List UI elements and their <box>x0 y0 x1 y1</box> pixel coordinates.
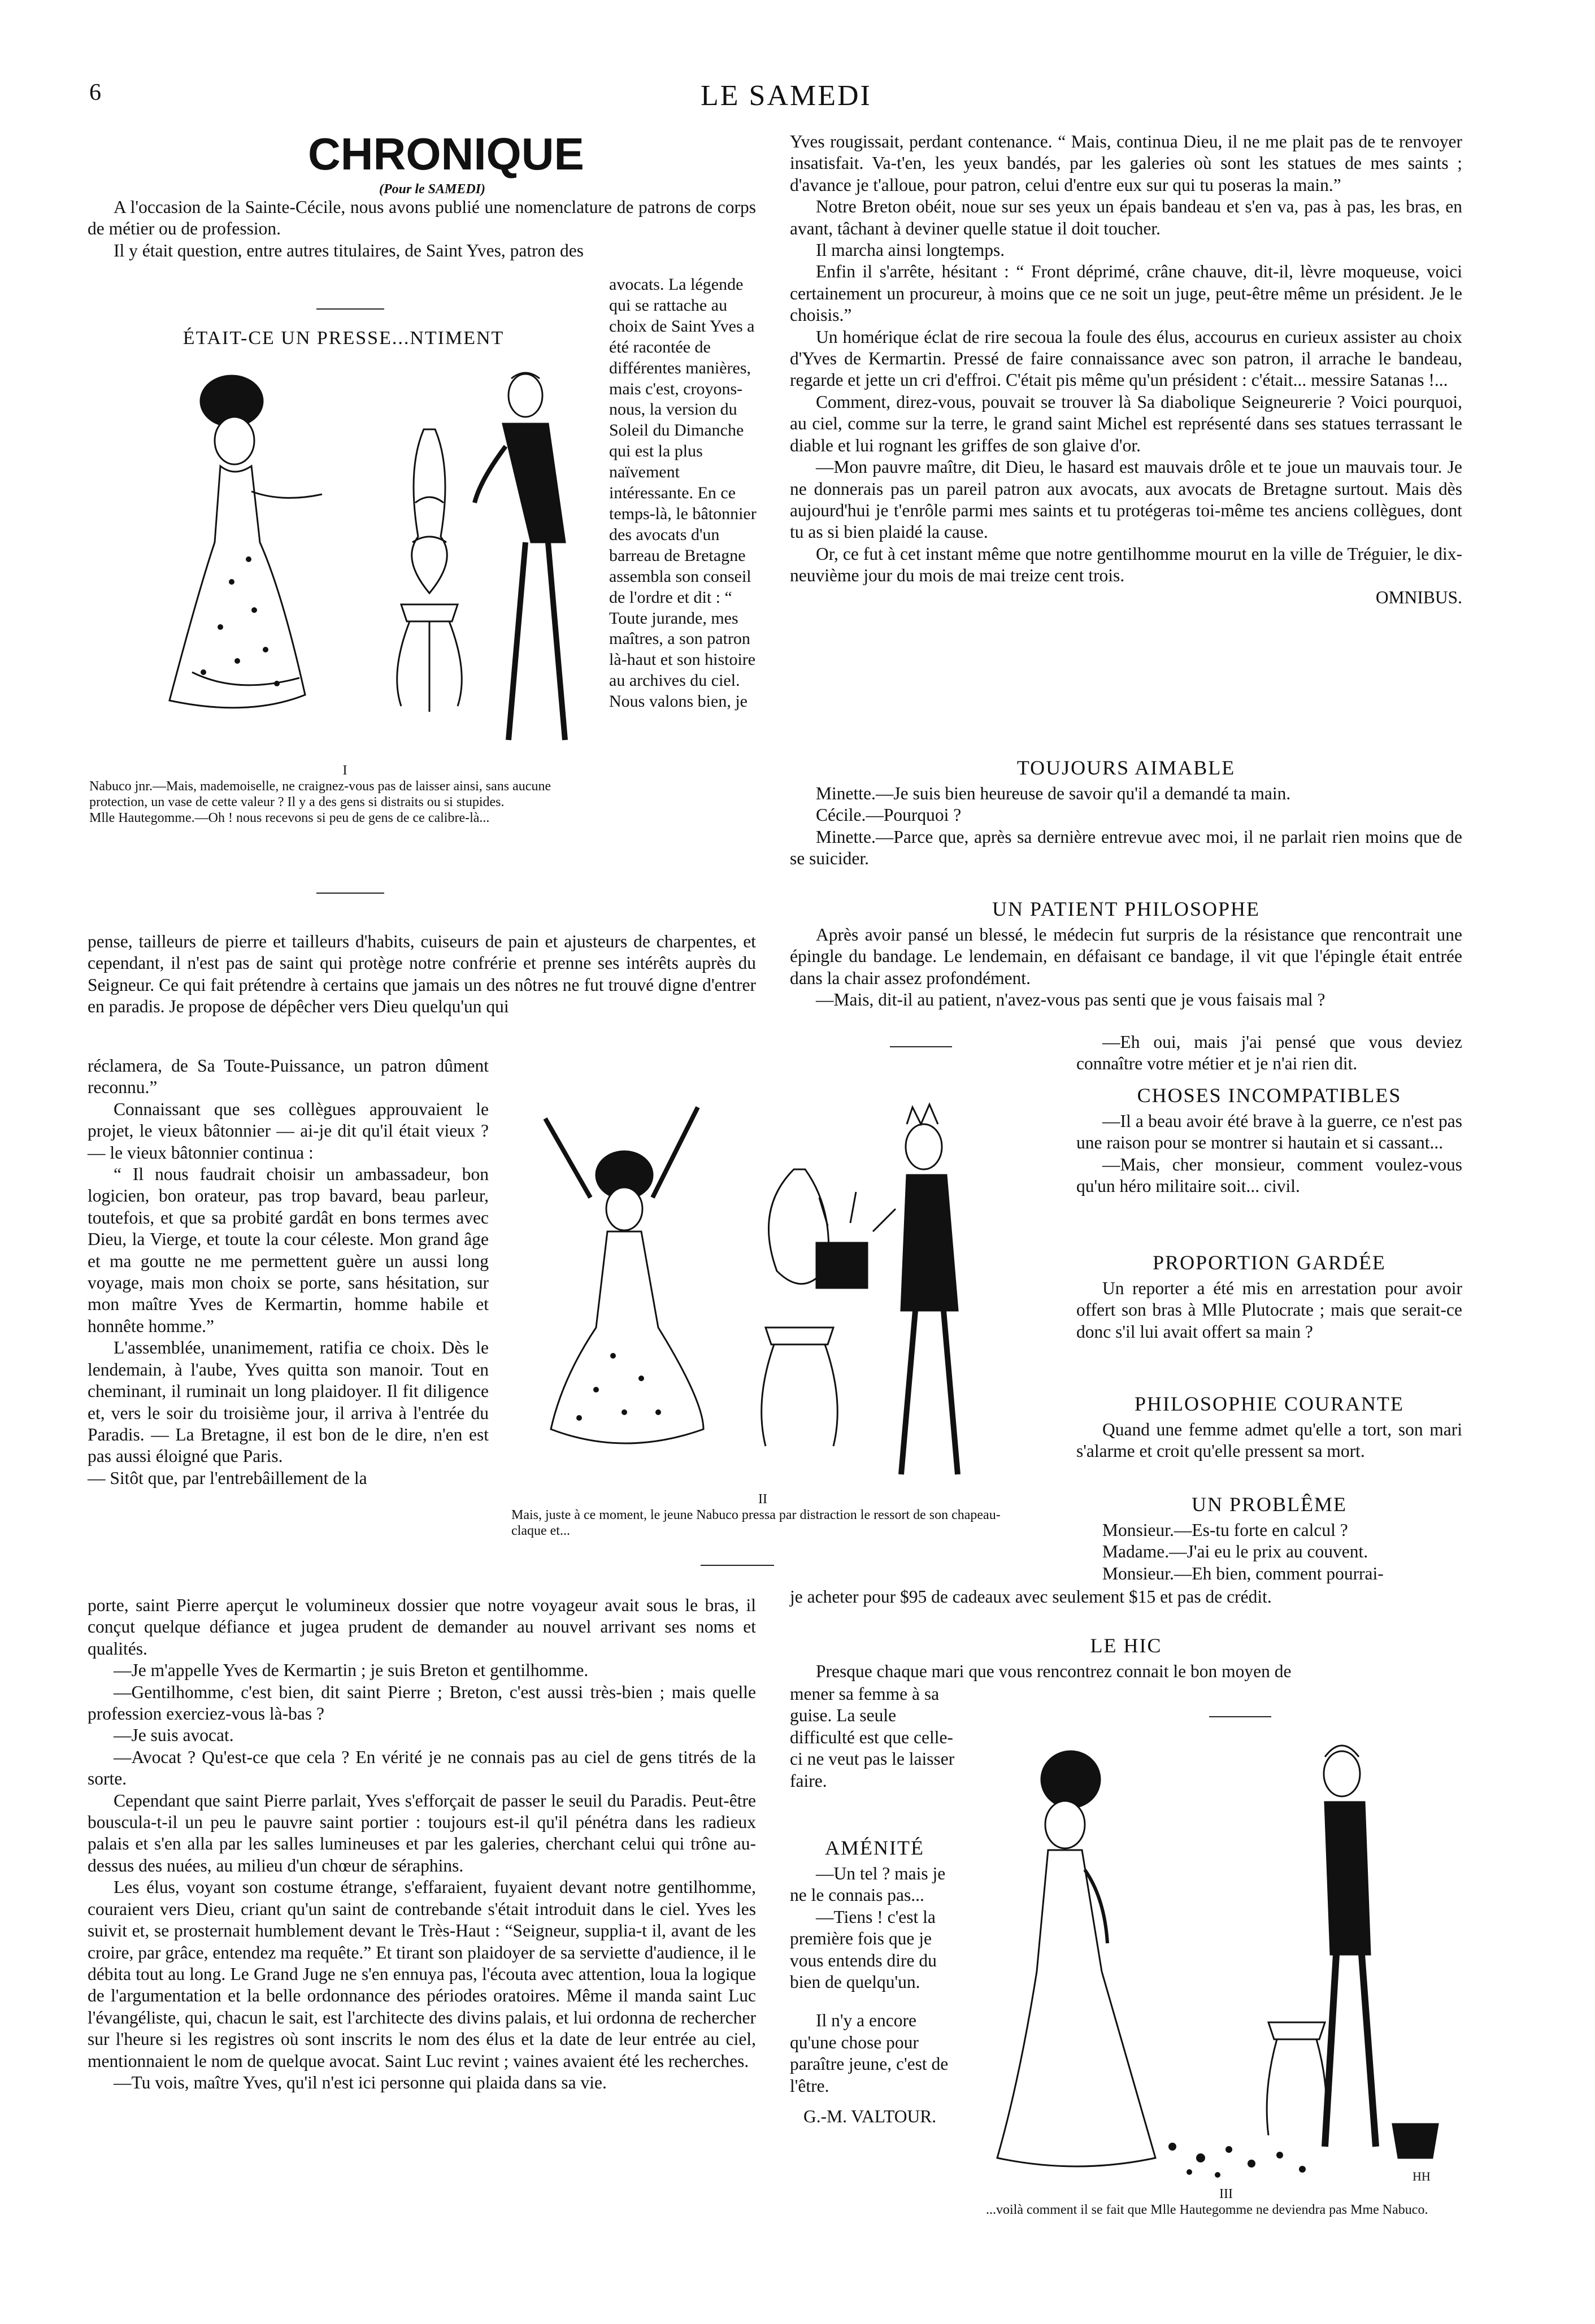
wide-text: Les élus, voyant son costume étrange, s'effaraient, fuyaient devant notre gentilhomme, couraient vers Dieu, criant qu'un saint de contrebande s'était introduit dans le ciel. Yves les suivit et, se prosternait humblement devant le Très-Haut : “Seigneur, supplia-t il, avant de les croire, par grâce, entendez ma requête.” Et tirant son plaidoyer de sa serviette d'audience, il le débita tout au long. Le Grand Juge ne s'en ennuya pas, l'écouta avec attention, loua la logique de l'argumentation et la belle ordonnance des périodes oratoires. Même il manda saint Luc l'évangéliste, qui, chacun le sait, est l'architecte des divins palais, et lui ordonna de rechercher sur l'heure si les registres où sont inscrits le nom des élus et la date de leur entrée au ciel, mentionnaient le nom de quelque avocat. Saint Luc revint ; vaines avaient été les recherches. <box>88 1877 756 2071</box>
wide-text: Cependant que saint Pierre parlait, Yves s'efforçait de passer le seuil du Paradis. Peut-être bouscula-t-il un peu le pauvre saint portier : toujours est-il qu'il pénétra dans les radieux palais et s'en alla par les salles lumineuses et par les galeries, cherchant celui qui trône au-dessus des nuées, au milieu d'un chœur de séraphins. <box>88 1790 756 1875</box>
caption-line: Nabuco jnr.—Mais, mademoiselle, ne craignez-vous pas de laisser ainsi, sans aucune protection, un vase de cette valeur ? Il y a des gens si distraits ou si stupides. <box>89 779 551 810</box>
section-title-amenite: AMÉNITÉ <box>825 1836 924 1859</box>
mid-text: réclamera, de Sa Toute-Puissance, un patron dûment reconnu.” <box>88 1056 489 1098</box>
intro-paragraph: A l'occasion de la Sainte-Cécile, nous avons publié une nomenclature de patrons de corps de métier ou de profession. <box>88 197 756 239</box>
section-title-choses: CHOSES INCOMPATIBLES <box>1137 1084 1402 1107</box>
chronique-subtitle: (Pour le SAMEDI) <box>379 182 486 197</box>
chronique-narrow-column <box>609 275 757 712</box>
caption-line: Mais, juste à ce moment, le jeune Nabuco pressa par distraction le ressort de son chapeau-claque et... <box>511 1508 1001 1538</box>
right-text: —Mon pauvre maître, dit Dieu, le hasard est mauvais drôle et te joue un mauvais tour. Je ne donnerais pas un pareil patron aux avocats, aux avocats de Bretagne surtout. Mais dès aujourd'hui je t'enrôle parmi mes saints et tu protégeras toi-même tes anciens collègues, dont tu as si bien plaidé la cause. <box>790 457 1462 542</box>
dialog-line: Madame.—J'ai eu le prix au couvent. <box>1102 1542 1368 1562</box>
section-toujours <box>790 783 1462 870</box>
section-proportion <box>1076 1278 1462 1343</box>
divider <box>701 1565 774 1566</box>
section-amenite <box>790 1863 959 2127</box>
right-text: Un homérique éclat de rire secoua la foule des élus, accourus en curieux assister au choix d'Yves de Kermartin. Pressé de faire connaissance avec son patron, il arrache le bandeau, regarde et jette un cri d'effroi. C'était pis même qu'un président : c'était... messire Satanas !... <box>790 327 1462 390</box>
section-probleme-end <box>790 1586 1462 1608</box>
illustration-vase-falling <box>511 1085 1014 1491</box>
right-text: Yves rougissait, perdant contenance. “ Mais, continua Dieu, il ne me plait pas de te renvoyer insatisfait. Va-t'en, les yeux bandés, par les galeries où sont les statues de mes saints ; d'avance je t'alloue, pour patron, celui d'entre eux sur qui tu poseras la main.” <box>790 132 1462 195</box>
section-patient-answer <box>1076 1032 1462 1075</box>
caption-line: Mlle Hautegomme.—Oh ! nous recevons si peu de gens de ce calibre-là... <box>89 811 490 825</box>
section-title-toujours: TOUJOURS AIMABLE <box>1016 756 1236 779</box>
chronique-right-column <box>790 131 1462 608</box>
wide-text: porte, saint Pierre aperçut le volumineux dossier que notre voyageur avait sous le bras, il conçut quelque défiance et jugea prudent de demander au nouvel arrivant ses noms et qualités. <box>88 1595 756 1659</box>
caption-number: I <box>342 763 347 778</box>
section-text: Après avoir pansé un blessé, le médecin fut surpris de la résistance que rencontrait une épingle du bandage. Le lendemain, en défaisant ce bandage, il vit que l'épingle était entrée dans la chair assez profondément. <box>790 925 1462 988</box>
artist-signature: HH <box>1413 2169 1431 2183</box>
section-text: Il n'y a encore qu'une chose pour paraître jeune, c'est de l'être. <box>790 2010 949 2096</box>
section-text: Un reporter a été mis en arrestation pour avoir offert son bras à Mlle Plutocrate ; mais que serait-ce donc s'il lui avait offert sa main ? <box>1076 1278 1462 1342</box>
section-text: —Il a beau avoir été brave à la guerre, ce n'est pas une raison pour se montrer si hautain et si cassant... <box>1076 1111 1462 1153</box>
section-text: —Mais, cher monsieur, comment voulez-vous qu'un héro militaire soit... civil. <box>1076 1154 1462 1196</box>
section-patient <box>790 924 1462 1011</box>
wide-text: —Gentilhomme, c'est bien, dit saint Pierre ; Breton, c'est aussi très-bien ; mais quelle profession exerciez-vous là-bas ? <box>88 1682 756 1724</box>
journal-title: LE SAMEDI <box>701 80 872 112</box>
wide-text: —Je suis avocat. <box>114 1725 234 1746</box>
caption-number: III <box>1219 2187 1233 2201</box>
chronique-title: CHRONIQUE <box>308 129 584 179</box>
chronique-mid-column <box>88 1055 489 1489</box>
divider <box>1209 1716 1271 1717</box>
divider <box>316 893 384 894</box>
chronique-wide-1 <box>88 931 756 1018</box>
caption-number: II <box>758 1492 767 1507</box>
dialog-line: Minette.—Je suis bien heureuse de savoir qu'il a demandé ta main. <box>816 784 1291 803</box>
section-probleme <box>1076 1520 1462 1585</box>
amenite-signature: G.-M. VALTOUR. <box>803 2107 937 2127</box>
caption-1 <box>89 763 601 826</box>
section-text: —Un tel ? mais je ne le connais pas... <box>790 1864 946 1905</box>
section-text: —Tiens ! c'est la première fois que je vous entends dire du bien de quelqu'un. <box>790 1907 937 1992</box>
mid-text: “ Il nous faudrait choisir un ambassadeur, bon logicien, bon orateur, pas trop bavard, beau parleur, toutefois, et que sa probité gardât en bons termes avec Dieu, la Vierge, et toute la cour céleste. Mon grand âge et ma goutte ne me permettent guère un aussi long voyage, mais mon choix se porte, sans hésitation, sur mon maître Yves de Kermartin, homme habile et honnête homme.” <box>88 1164 489 1336</box>
dialog-line: Monsieur.—Es-tu forte en calcul ? <box>1102 1520 1348 1540</box>
section-text: Quand une femme admet qu'elle a tort, son mari s'alarme et croit qu'elle pressent sa mort. <box>1076 1420 1462 1461</box>
dialog-line: je acheter pour $95 de cadeaux avec seulement $15 et pas de crédit. <box>790 1587 1272 1607</box>
section-title-philo: PHILOSOPHIE COURANTE <box>1134 1392 1404 1415</box>
caption-2 <box>511 1491 1014 1539</box>
narrow-text: avocats. La légende qui se rattache au choix de Saint Yves a été racontée de différentes manières, mais c'est, croyons-nous, la version du Soleil du Dimanche qui est la plus naïvement intéressante. En ce temps-là, le bâtonnier des avocats d'un barreau de Bretagne assembla son conseil de l'ordre et dit : “ Toute jurande, mes maîtres, a son patron là-haut et son histoire au archives du ciel. Nous valons bien, je <box>609 275 757 711</box>
page-number: 6 <box>89 80 101 106</box>
section-title-probleme: UN PROBLÊME <box>1191 1493 1348 1516</box>
right-text: Or, ce fut à cet instant même que notre gentilhomme mourut en la ville de Tréguier, le dix-neuvième jour du mois de mai treize cent trois. <box>790 543 1462 586</box>
illustration-broken-vase <box>986 1729 1466 2186</box>
caption-3 <box>986 2186 1466 2218</box>
chronique-signature: OMNIBUS. <box>1375 587 1462 607</box>
divider <box>890 1046 952 1047</box>
section-title-proportion: PROPORTION GARDÉE <box>1153 1251 1386 1274</box>
caption-line: ...voilà comment il se fait que Mlle Hautegomme ne deviendra pas Mme Nabuco. <box>986 2203 1428 2217</box>
section-title-hic: LE HIC <box>1090 1634 1162 1657</box>
chronique-wide-2 <box>88 1595 756 2094</box>
section-text: mener sa femme à sa guise. La seule difficulté est que celle-ci ne veut pas le laisser faire. <box>790 1684 955 1791</box>
wide-text: —Avocat ? Qu'est-ce que cela ? En vérité je ne connais pas au ciel de gens titrés de la sorte. <box>88 1747 756 1789</box>
right-text: Enfin il s'arrête, hésitant : “ Front déprimé, crâne chauve, dit-il, lèvre moqueuse, voici certainement un procureur, à moins que ce ne soit un juge, peut-être même un président. Je le choisis.” <box>790 262 1462 325</box>
right-text: Il marcha ainsi longtemps. <box>816 240 1005 260</box>
intro-paragraph: Il y était question, entre autres titulaires, de Saint Yves, patron des <box>114 240 584 260</box>
section-choses <box>1076 1111 1462 1198</box>
dialog-line: Minette.—Parce que, après sa dernière entrevue avec moi, il ne parlait rien moins que de se suicider. <box>790 826 1462 869</box>
mid-text: — Sitôt que, par l'entrebâillement de la <box>88 1468 367 1488</box>
mid-text: L'assemblée, unanimement, ratifia ce choix. Dès le lendemain, à l'aube, Yves quitta son manoir. Tout en cheminant, il ruminait un long plaidoyer. Il fit diligence et, vers le soir du troisième jour, il arriva à l'entrée du Paradis. — La Bretagne, il est bon de le dire, n'en est pas aussi éloigné que Paris. <box>88 1338 489 1466</box>
section-text: —Mais, dit-il au patient, n'avez-vous pas senti que je vous faisais mal ? <box>816 990 1325 1010</box>
section-title-patient: UN PATIENT PHILOSOPHE <box>992 898 1261 920</box>
section-hic <box>790 1661 1462 1682</box>
wide-text: —Tu vois, maître Yves, qu'il n'est ici personne qui plaida dans sa vie. <box>114 2072 607 2092</box>
chronique-intro <box>88 197 756 262</box>
wide-text: pense, tailleurs de pierre et tailleurs d'habits, cuiseurs de pain et ajusteurs de charpentes, et cependant, il n'est pas de saint qui protège notre confrérie et prenne ses intérêts auprès du Seigneur. Ce qui fait prétendre à certains que jamais un des nôtres ne fut trouvé digne d'entrer en paradis. Je propose de dépêcher vers Dieu quelqu'un qui <box>88 932 756 1017</box>
illustration-vase-scene <box>136 356 605 763</box>
right-text: Notre Breton obéit, noue sur ses yeux un épais bandeau et s'en va, pas à pas, les bras, en avant, tâchant à deviner quelle statue il doit toucher. <box>790 197 1462 238</box>
dialog-line: Monsieur.—Eh bien, comment pourrai- <box>1102 1563 1384 1583</box>
section-hic-cont <box>790 1683 959 1792</box>
section-philo <box>1076 1419 1462 1463</box>
wide-text: —Je m'appelle Yves de Kermartin ; je suis Breton et gentilhomme. <box>114 1660 589 1681</box>
mid-text: Connaissant que ses collègues approuvaient le projet, le vieux bâtonnier — ai-je dit qu'il était vieux ? — le vieux bâtonnier continua : <box>88 1099 489 1163</box>
right-text: Comment, direz-vous, pouvait se trouver là Sa diabolique Seigneurerie ? Voici pourquoi, au ciel, comme sur la terre, le grand saint Michel est représenté dans ses statues terrassant le diable et lui rognant les griffes de son glaive d'or. <box>790 391 1462 455</box>
dialog-line: Cécile.—Pourquoi ? <box>816 805 962 825</box>
section-text: Presque chaque mari que vous rencontrez connait le bon moyen de <box>816 1661 1292 1681</box>
feature-title: ÉTAIT-CE UN PRESSE...NTIMENT <box>182 328 505 349</box>
divider <box>316 308 384 310</box>
section-text: —Eh oui, mais j'ai pensé que vous deviez connaître votre métier et je n'ai rien dit. <box>1076 1032 1462 1074</box>
